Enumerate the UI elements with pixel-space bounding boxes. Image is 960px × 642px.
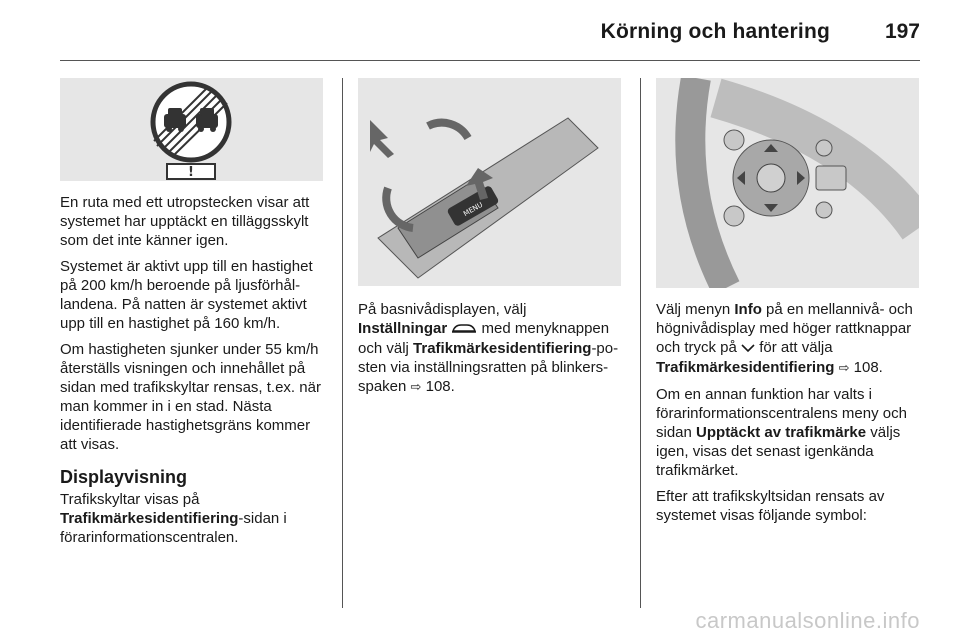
- paragraph: En ruta med ett utropstecken visar att systemet har upptäckt en tilläggsskylt som det inte känner igen.: [60, 194, 310, 249]
- paragraph: Välj menyn Info på en mellannivå- och högnivådisplay med höger rattknappar och tryck på för att välja Trafikmärkesidentifiering ⇨ 108.: [656, 301, 913, 376]
- watermark: carmanualsonline.info: [695, 608, 920, 633]
- exclamation-symbol: !: [188, 165, 194, 180]
- section-heading: Displayvisning: [60, 467, 188, 487]
- sign-graphic: [60, 78, 323, 181]
- lever-graphic: [358, 78, 621, 286]
- page-title: Körning och hantering: [600, 20, 830, 43]
- page-number: 197: [884, 20, 920, 43]
- paragraph: Om hastigheten sjunker under 55 km/h återställs visningen och innehållet på sidan med trafikskyltar rensas, t.ex. när man kommer in i en stad. Nästa identifierade hastighetsgräns kommer att visas.: [60, 341, 321, 453]
- end-of-overtaking-sign-illustration: [60, 78, 323, 181]
- steering-wheel-buttons-illustration: [656, 78, 919, 288]
- steering-wheel-graphic: [656, 78, 919, 288]
- column-1-text: [60, 193, 328, 554]
- column-divider-2: [640, 78, 641, 608]
- paragraph: Systemet är aktivt upp till en hastighet på 200 km/h beroende på ljusförhållandena. På natten är systemet aktivt upp till en hastighet på 160 km/h.: [60, 258, 313, 332]
- svg-text:MENU: MENU: [462, 200, 485, 219]
- paragraph: Trafikskyltar visas på Trafikmärkesidentifiering-sidan i förarinformationscentralen.: [60, 491, 287, 546]
- page-header: [60, 0, 920, 61]
- settings-car-icon: [451, 320, 477, 339]
- turn-signal-lever-illustration: [358, 78, 621, 286]
- column-2-text: [358, 300, 626, 404]
- column-divider-1: [342, 78, 343, 608]
- page-reference-icon: ⇨: [410, 379, 422, 395]
- chevron-down-icon: [741, 339, 755, 358]
- paragraph: Efter att trafikskyltsidan rensats av systemet visas följande symbol:: [656, 487, 885, 524]
- paragraph: På basnivådisplayen, välj Inställningar med menyknappen och välj Trafikmärkesidentifiering-posten via inställningsratten på blinkersspaken ⇨ 108.: [358, 301, 619, 395]
- paragraph: Om en annan funktion har valts i förarinformationscentralens meny och sidan Upptäckt av trafikmärke väljs igen, visas det senast igenkända trafikmärket.: [656, 385, 907, 479]
- column-3-text: [656, 300, 926, 532]
- page-reference-icon: ⇨: [838, 360, 850, 376]
